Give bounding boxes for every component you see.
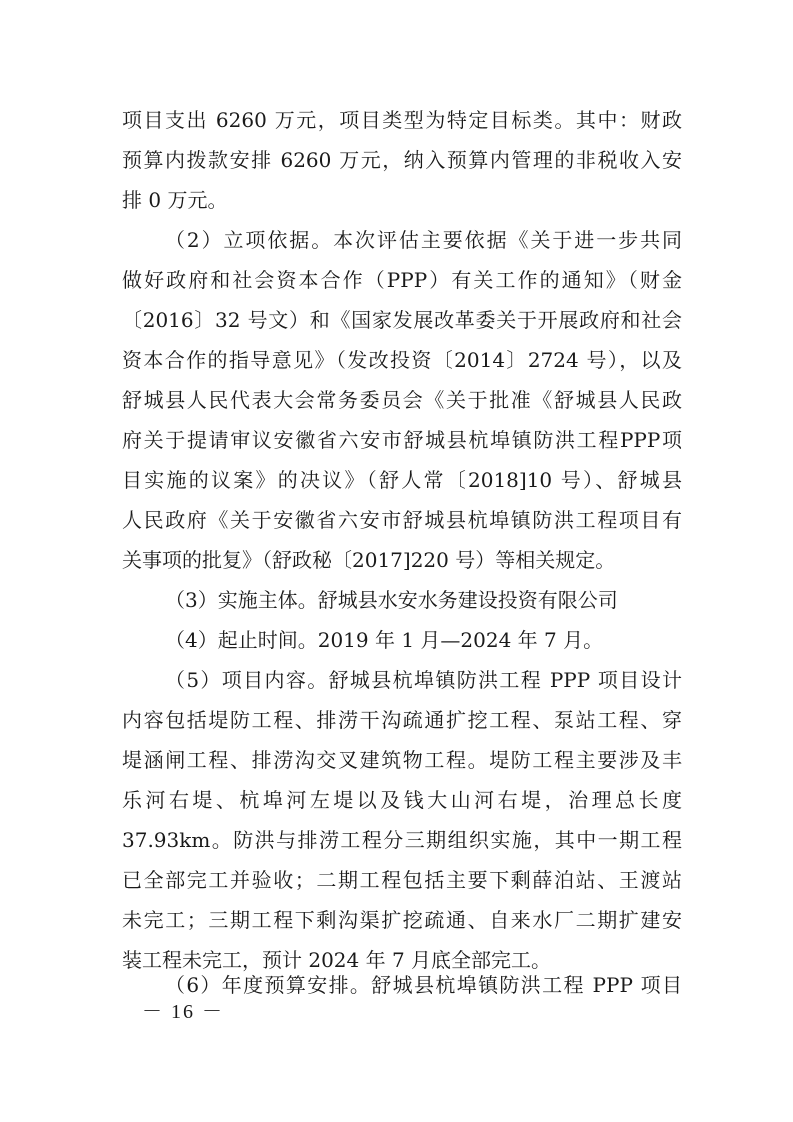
text-line: 关事项的批复》（舒政秘〔2017]220 号）等相关规定。 bbox=[122, 548, 616, 572]
text-line: （4）起止时间。2019 年 1 月—2024 年 7 月。 bbox=[165, 628, 604, 652]
text-line: 项目支出 6260 万元，项目类型为特定目标类。其中：财政 bbox=[122, 108, 682, 132]
text-line: 资本合作的指导意见》（发改投资〔2014〕2724 号），以及 bbox=[122, 348, 682, 372]
text-line: （5）项目内容。舒城县杭埠镇防洪工程 PPP 项目设计 bbox=[165, 668, 682, 692]
text-line: 内容包括堤防工程、排涝干沟疏通扩挖工程、泵站工程、穿 bbox=[122, 708, 682, 732]
text-line: 人民政府《关于安徽省六安市舒城县杭埠镇防洪工程项目有 bbox=[122, 508, 682, 532]
text-line: 堤涵闸工程、排涝沟交叉建筑物工程。堤防工程主要涉及丰 bbox=[122, 748, 682, 772]
text-line: 装工程未完工，预计 2024 年 7 月底全部完工。 bbox=[122, 948, 552, 972]
text-line: 乐河右堤、杭埠河左堤以及钱大山河右堤，治理总长度 bbox=[122, 788, 682, 812]
text-line: 舒城县人民代表大会常务委员会《关于批准《舒城县人民政 bbox=[122, 388, 682, 412]
text-line: 预算内拨款安排 6260 万元，纳入预算内管理的非税收入安 bbox=[122, 148, 682, 172]
text-line: 未完工；三期工程下剩沟渠扩挖疏通、自来水厂二期扩建安 bbox=[122, 908, 682, 932]
text-line: 目实施的议案》的决议》（舒人常〔2018]10 号）、舒城县 bbox=[122, 468, 682, 492]
text-line: 府关于提请审议安徽省六安市舒城县杭埠镇防洪工程PPP项 bbox=[122, 428, 682, 452]
text-line: （6）年度预算安排。舒城县杭埠镇防洪工程 PPP 项目 bbox=[165, 973, 682, 997]
text-line: （3）实施主体。舒城县水安水务建设投资有限公司 bbox=[165, 588, 618, 612]
text-line: 〔2016〕32 号文）和《国家发展改革委关于开展政府和社会 bbox=[122, 308, 682, 332]
text-line: 37.93km。防洪与排涝工程分三期组织实施，其中一期工程 bbox=[122, 828, 682, 852]
text-line: 排 0 万元。 bbox=[122, 188, 228, 212]
text-line: 已全部完工并验收；二期工程包括主要下剩薛泊站、王渡站 bbox=[122, 868, 682, 892]
text-line: 做好政府和社会资本合作（PPP）有关工作的通知》（财金 bbox=[122, 268, 682, 292]
text-line: （2）立项依据。本次评估主要依据《关于进一步共同 bbox=[165, 228, 682, 252]
page-number: － 16 － bbox=[142, 1001, 224, 1023]
